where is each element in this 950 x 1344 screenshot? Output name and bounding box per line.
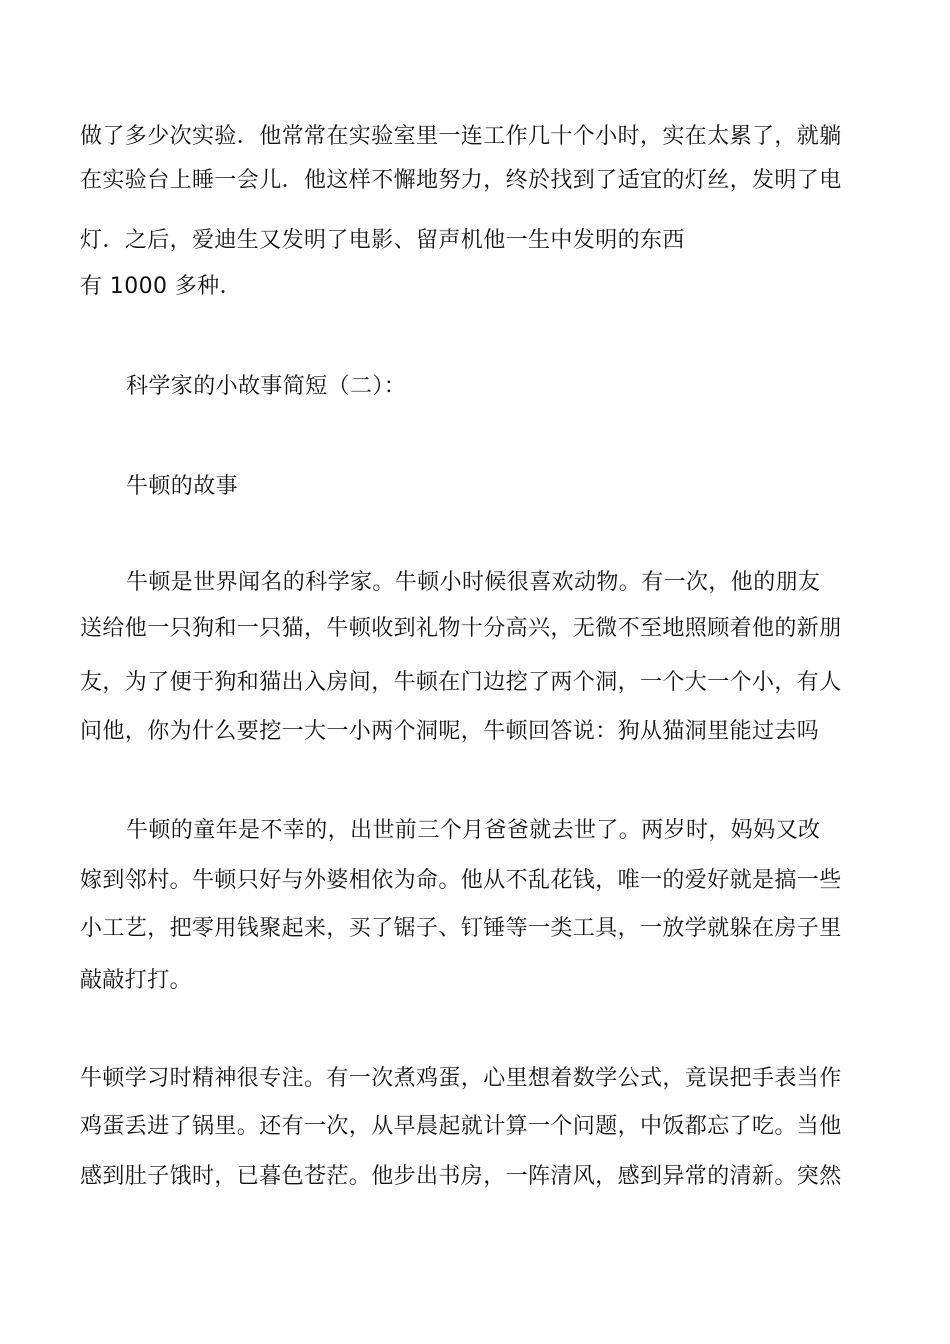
text-line: 送给他一只狗和一只猫，牛顿收到礼物十分高兴，无微不至地照顾着他的新朋: [80, 616, 842, 641]
text-line: 嫁到邻村。牛顿只好与外婆相依为命。他从不乱花钱，唯一的爱好就是搞一些: [80, 868, 842, 893]
text-line: 感到肚子饿时，已暮色苍茫。他步出书房，一阵清风，感到异常的清新。突然: [80, 1164, 842, 1189]
text-line: 友，为了便于狗和猫出入房间，牛顿在门边挖了两个洞，一个大一个小，有人: [80, 670, 842, 695]
text-line: 牛顿是世界闻名的科学家。牛顿小时候很喜欢动物。有一次，他的朋友: [126, 570, 821, 595]
text-line: 鸡蛋丢进了锅里。还有一次，从早晨起就计算一个问题，中饭都忘了吃。当他: [80, 1114, 842, 1139]
text-line: 在实验台上睡一会儿．他这样不懈地努力，终於找到了适宜的灯丝，发明了电: [80, 168, 842, 193]
text-line: 灯．之后，爱迪生又发明了电影、留声机他一生中发明的东西: [80, 228, 685, 253]
text-line: 做了多少次实验．他常常在实验室里一连工作几十个小时，实在太累了，就躺: [80, 124, 842, 149]
text-line: 问他，你为什么要挖一大一小两个洞呢，牛顿回答说：狗从猫洞里能过去吗: [80, 719, 820, 744]
text-line: 牛顿的童年是不幸的，出世前三个月爸爸就去世了。两岁时，妈妈又改: [126, 818, 821, 843]
text-line: 牛顿学习时精神很专注。有一次煮鸡蛋，心里想着数学公式，竟误把手表当作: [80, 1066, 842, 1091]
story-title: 牛顿的故事: [126, 474, 239, 499]
text-line: 小工艺，把零用钱聚起来，买了锯子、钉锤等一类工具，一放学就躲在房子里: [80, 916, 842, 941]
text-line: 有 1000 多种．: [80, 274, 242, 299]
section-heading: 科学家的小故事简短（二）：: [126, 374, 407, 399]
text-line: 敲敲打打。: [80, 968, 193, 993]
